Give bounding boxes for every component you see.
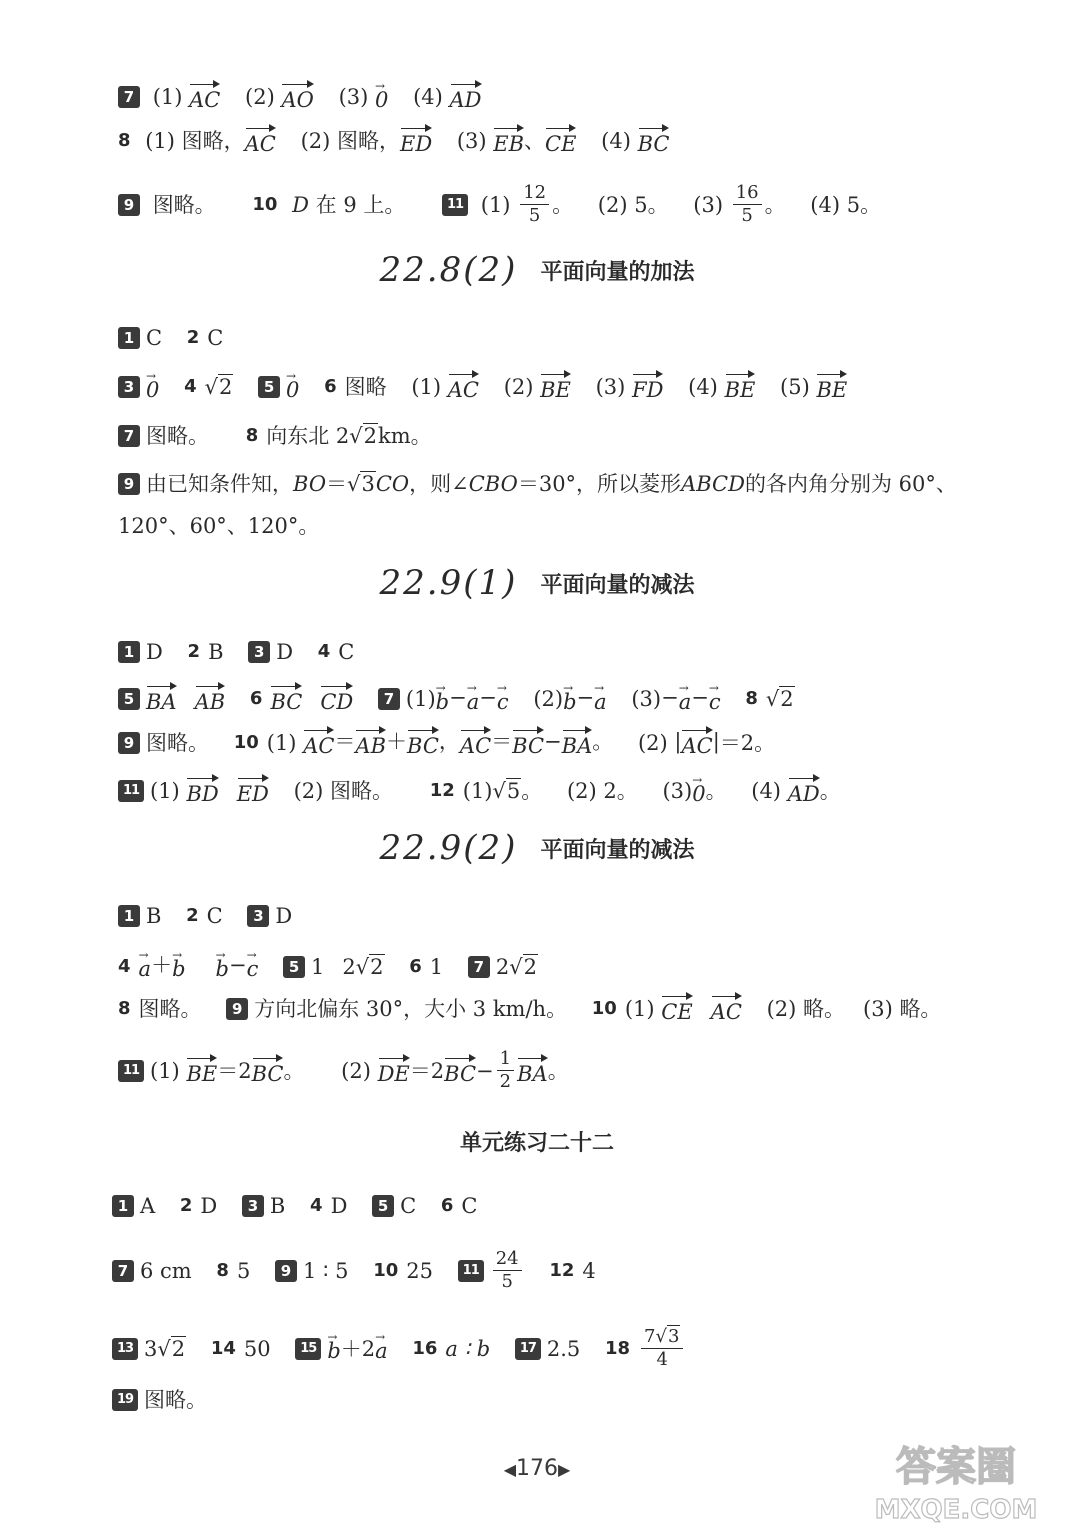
answer-text: 1 xyxy=(311,954,325,979)
vector: CE xyxy=(661,992,692,1026)
answer-text: 。 xyxy=(283,1058,305,1083)
vector: AD xyxy=(450,80,482,114)
vector: BD xyxy=(186,774,218,808)
answer-text: B xyxy=(269,1193,286,1218)
answer-line-7 xyxy=(118,468,957,498)
vector: CD xyxy=(320,682,353,716)
equals: ＝ xyxy=(326,471,348,496)
part-label: (2) xyxy=(533,687,564,711)
answer-line-4 xyxy=(118,322,223,352)
answer-line-9 xyxy=(118,636,354,666)
answer-text: 图略。 xyxy=(146,731,209,755)
answer-text: 方向北偏东 30°，大小 3 km/h。 xyxy=(254,997,568,1021)
answer-line-17 xyxy=(112,1190,477,1220)
watermark-url: MXQE.COM xyxy=(874,1495,1038,1525)
segment: BO xyxy=(293,471,327,496)
section-title: 平面向量的减法 xyxy=(540,837,695,863)
answer-line-5 xyxy=(118,370,847,404)
answer-text: 在 9 上。 xyxy=(315,192,406,217)
vector-symbol: → a xyxy=(139,950,152,983)
part-label: (1) xyxy=(411,375,442,399)
vector: AB xyxy=(195,682,226,716)
vector-symbol: → b xyxy=(563,683,576,716)
answer-text: D xyxy=(330,1193,348,1218)
part-label: (2) xyxy=(341,1058,371,1083)
sqrt: √2 xyxy=(765,687,794,711)
answer-text: 1 ∶ 5 xyxy=(303,1258,349,1283)
answer-line-16 xyxy=(118,1048,569,1093)
vector: BA xyxy=(146,682,177,716)
answer-text: 。 xyxy=(552,192,574,217)
answer-text: 。 xyxy=(547,1058,569,1083)
answer-text: ＝2。 xyxy=(719,731,776,755)
sqrt: √5 xyxy=(492,779,521,803)
fraction: $\frac{24}{5}$ xyxy=(493,1248,522,1293)
part-label: (1) xyxy=(152,85,183,109)
part-label: (1) xyxy=(150,1058,180,1083)
answer-text: D xyxy=(200,1193,218,1218)
q-number-badge: 9 xyxy=(118,194,140,216)
answer-text: C xyxy=(206,903,223,928)
q-number-badge: 5 xyxy=(118,688,140,710)
q-number-badge: 17 xyxy=(515,1338,541,1360)
q-number-badge: 19 xyxy=(112,1389,138,1411)
answer-line-3 xyxy=(118,182,881,227)
coefficient: 2 xyxy=(342,954,356,979)
fraction: $\frac{7√3}{4}$ xyxy=(641,1326,683,1371)
point-label: D xyxy=(292,192,309,217)
part-label: (5) xyxy=(780,375,810,399)
q-number-badge: 1 xyxy=(118,905,140,927)
answer-line-13 xyxy=(118,900,292,930)
part-label: (3) xyxy=(595,375,626,399)
vector: AC xyxy=(711,992,742,1026)
answer-text: ＝30°，所以菱形 xyxy=(517,471,682,496)
answer-text: ，则∠ xyxy=(409,471,469,496)
q-number: 2 xyxy=(186,904,199,926)
q-number-badge: 7 xyxy=(112,1260,134,1282)
q-number-badge: 13 xyxy=(112,1338,138,1360)
part-label: (1) xyxy=(266,731,297,755)
q-number: 4 xyxy=(184,376,197,397)
vector: BC xyxy=(444,1054,476,1088)
vector: BC xyxy=(512,726,544,760)
zero-vector: → 0 xyxy=(375,81,388,114)
q-number-badge: 3 xyxy=(118,376,140,398)
answer-text: 4 xyxy=(582,1258,596,1283)
q-number-badge: 11 xyxy=(118,1060,144,1082)
q-number: 8 xyxy=(118,998,131,1019)
vector: AC xyxy=(189,80,220,114)
q-number: 12 xyxy=(549,1259,575,1281)
answer-text: 图略。 xyxy=(138,997,202,1021)
coefficient: 3 xyxy=(144,1336,158,1361)
watermark-text: 答案圈 xyxy=(896,1444,1016,1490)
segment: CO xyxy=(375,471,410,496)
q-number: 2 xyxy=(179,1194,193,1216)
vector: BE xyxy=(186,1054,217,1088)
part-label: (1) xyxy=(624,997,655,1021)
vector: AC xyxy=(681,726,712,760)
q-number-badge: 9 xyxy=(118,473,140,495)
answer-text: ＋2 xyxy=(340,1336,376,1361)
answer-text: B xyxy=(208,639,224,664)
vector: AC xyxy=(448,370,479,404)
q-number: 6 xyxy=(409,955,422,977)
vector-symbol: → b xyxy=(172,950,185,983)
part-label: (1) xyxy=(150,779,180,803)
part-label: (3) xyxy=(693,192,724,217)
answer-text: D xyxy=(146,639,163,664)
answer-text: 图略 xyxy=(344,375,387,399)
q-number: 8 xyxy=(216,1259,229,1281)
vector: AO xyxy=(281,80,313,114)
part-label: (3) xyxy=(662,779,693,803)
answer-text: a ∶ b xyxy=(445,1336,491,1361)
answer-line-18 xyxy=(112,1248,596,1293)
coefficient: 2 xyxy=(495,954,510,979)
answer-text: (2) 2。 xyxy=(566,779,638,803)
vector: ED xyxy=(400,124,432,158)
section-number: 22.9(1) xyxy=(379,563,518,603)
part-label: (2) xyxy=(245,85,275,109)
vector-symbol: → a xyxy=(594,683,607,716)
part-label: (1) xyxy=(405,687,436,711)
section-heading xyxy=(0,250,1074,290)
sqrt: √2 xyxy=(349,423,378,448)
q-number: 10 xyxy=(591,998,617,1019)
q-number: 4 xyxy=(310,1194,323,1216)
q-number-badge: 7 xyxy=(118,86,140,108)
q-number: 16 xyxy=(412,1337,438,1359)
answer-text: (1) 图略， xyxy=(145,129,245,153)
answer-line-1 xyxy=(118,80,482,114)
answer-text: (2) 5。 xyxy=(597,192,669,217)
q-number: 8 xyxy=(745,688,758,709)
vector: ED xyxy=(237,774,269,808)
answer-line-12 xyxy=(118,774,841,808)
answer-text: 5 xyxy=(236,1258,251,1283)
answer-text: A xyxy=(140,1193,156,1218)
answer-text: 。 xyxy=(819,779,841,803)
answer-line-15 xyxy=(118,992,941,1026)
fraction: $\frac{12}{5}$ xyxy=(520,182,549,227)
vector: BA xyxy=(517,1054,548,1088)
page-number-text: 176 xyxy=(516,1456,558,1481)
section-title: 平面向量的减法 xyxy=(540,572,695,598)
sqrt: √2 xyxy=(355,954,384,979)
vector: AC xyxy=(245,124,276,158)
q-number: 12 xyxy=(429,780,455,801)
answer-text: C xyxy=(207,325,224,350)
left-triangle-icon: ◀ xyxy=(503,1460,516,1479)
answer-line-2 xyxy=(118,124,669,158)
answer-text: 120°、60°、120°。 xyxy=(118,513,320,538)
answer-text: 由已知条件知， xyxy=(146,471,293,496)
vector: FD xyxy=(632,370,663,404)
minus: − xyxy=(476,1058,494,1083)
part-label: (4) xyxy=(413,85,443,109)
vector-symbol: → b xyxy=(327,1332,340,1365)
q-number-badge: 9 xyxy=(275,1260,297,1282)
answer-text: C xyxy=(400,1193,417,1218)
answer-text: C xyxy=(461,1193,478,1218)
answer-text: (3) 略。 xyxy=(863,997,942,1021)
q-number: 18 xyxy=(604,1337,631,1359)
part-label: (3) xyxy=(338,85,369,109)
q-number-badge: 11 xyxy=(442,194,468,216)
zero-vector: → 0 xyxy=(146,371,159,404)
vector-symbol: → b xyxy=(216,950,229,983)
q-number-badge: 3 xyxy=(248,641,270,663)
q-number-badge: 9 xyxy=(118,732,140,754)
part-label: (2) xyxy=(503,375,534,399)
answer-text: D xyxy=(275,903,293,928)
sqrt: √2 xyxy=(157,1336,186,1361)
fraction: $\frac{1}{2}$ xyxy=(497,1048,514,1093)
vector: AC xyxy=(303,726,334,760)
zero-vector: → 0 xyxy=(286,371,299,404)
fraction: $\frac{16}{5}$ xyxy=(733,182,762,227)
q-number-badge: 3 xyxy=(242,1195,264,1217)
part-label: (3) xyxy=(631,687,662,711)
q-number: 10 xyxy=(373,1259,399,1281)
vector-symbol: → a xyxy=(467,683,480,716)
q-number-badge: 9 xyxy=(226,998,248,1020)
vector-symbol: → b xyxy=(436,683,449,716)
q-number-badge: 7 xyxy=(378,688,400,710)
vector: CE xyxy=(545,124,576,158)
answer-line-14: 4→ a＋→ b→ b−→ c 5 1 2√2 6 1 7 2√2 xyxy=(118,950,538,983)
q-number: 6 xyxy=(249,688,263,709)
answer-line-11: 9 图略。 10 (1) AC＝AB＋BC，AC＝BC−BA。 (2) |AC|＝2。 xyxy=(118,726,775,760)
section-title: 平面向量的加法 xyxy=(540,259,695,285)
answer-text: D xyxy=(276,639,294,664)
vector-symbol: → c xyxy=(497,683,509,716)
q-number-badge: 7 xyxy=(468,956,490,978)
answer-line-20 xyxy=(112,1384,207,1414)
vector: EB xyxy=(493,124,524,158)
answer-text: 2.5 xyxy=(546,1336,581,1361)
unit-title: 单元练习二十二 xyxy=(459,1131,614,1156)
part-label: (1) xyxy=(480,192,511,217)
vector: DE xyxy=(378,1054,410,1088)
q-number-badge: 5 xyxy=(283,956,305,978)
vector: AC xyxy=(460,726,491,760)
right-triangle-icon: ▶ xyxy=(558,1460,571,1479)
section-heading xyxy=(0,828,1074,868)
q-number: 6 xyxy=(324,376,337,397)
answer-line-6 xyxy=(118,420,432,450)
part-label: (2) xyxy=(637,731,668,755)
vector-symbol: → c xyxy=(247,950,259,983)
vector: BC xyxy=(407,726,439,760)
answer-text: (2) 略。 xyxy=(766,997,846,1021)
section-number: 22.9(2) xyxy=(379,828,518,868)
q-number-badge: 15 xyxy=(295,1338,321,1360)
q-number: 8 xyxy=(118,130,131,151)
vector: BE xyxy=(725,370,756,404)
q-number: 10 xyxy=(233,732,259,753)
answer-text: 6 cm xyxy=(140,1258,192,1283)
watermark-logo xyxy=(856,1430,1056,1530)
sqrt: √3 xyxy=(347,471,375,496)
q-number: 4 xyxy=(118,955,131,977)
sqrt: √2 xyxy=(204,375,233,399)
vector: BE xyxy=(540,370,571,404)
vector: BE xyxy=(816,370,847,404)
part-label: (4) xyxy=(688,375,718,399)
q-number-badge: 3 xyxy=(247,905,269,927)
vector-symbol: → a xyxy=(375,1332,388,1365)
q-number-badge: 1 xyxy=(118,327,140,349)
q-number: 10 xyxy=(252,193,278,215)
vector: BC xyxy=(638,124,670,158)
q-number: 2 xyxy=(186,326,200,348)
vector-symbol: → c xyxy=(709,683,721,716)
vector-symbol: → a xyxy=(679,683,692,716)
answer-text: 向东北 2 xyxy=(266,423,350,448)
part-label: (4) xyxy=(751,779,781,803)
q-number: 2 xyxy=(187,640,201,662)
shape-label: ABCD xyxy=(681,471,745,496)
q-number-badge: 5 xyxy=(258,376,280,398)
answer-text: 。 xyxy=(705,779,727,803)
vector: BC xyxy=(270,682,302,716)
separator: 、 xyxy=(524,129,546,153)
answer-text: 1 xyxy=(429,954,444,979)
answer-text: 。 xyxy=(764,192,786,217)
answer-text: (4) 5。 xyxy=(810,192,882,217)
equals: ＝2 xyxy=(217,1058,252,1083)
section-number: 22.8(2) xyxy=(379,250,518,290)
part-label: (1) xyxy=(462,779,493,803)
answer-text: 50 xyxy=(243,1336,271,1361)
answer-line-8 xyxy=(118,510,319,540)
equals: ＝2 xyxy=(409,1058,445,1083)
vector: AD xyxy=(788,774,820,808)
answer-text: 图略。 xyxy=(152,192,216,217)
q-number-badge: 5 xyxy=(372,1195,394,1217)
q-number-badge: 11 xyxy=(118,780,144,802)
q-number: 6 xyxy=(440,1194,454,1216)
answer-text: C xyxy=(338,639,355,664)
q-number-badge: 1 xyxy=(112,1195,134,1217)
q-number-badge: 1 xyxy=(118,641,140,663)
section-heading xyxy=(0,563,1074,603)
sqrt: √2 xyxy=(509,954,537,979)
vector: BA xyxy=(562,726,593,760)
answer-text: (2) 图略， xyxy=(300,129,400,153)
q-number-badge: 11 xyxy=(458,1260,484,1282)
part-label: (4) xyxy=(601,129,631,153)
answer-text: 的各内角分别为 60°、 xyxy=(744,471,957,496)
answer-line-19 xyxy=(112,1326,686,1371)
answer-text: (2) 图略。 xyxy=(293,779,393,803)
q-number: 14 xyxy=(210,1337,236,1359)
answer-text: 图略。 xyxy=(144,1387,207,1412)
answer-text: B xyxy=(146,903,162,928)
vector: AB xyxy=(355,726,386,760)
angle-label: CBO xyxy=(468,471,518,496)
q-number: 8 xyxy=(245,424,259,446)
answer-line-10: 5 BA AB 6 BC CD 7 (1)→ b−→ a−→ c (2)→ b−→ a (3)−→ a−→ c 8 √2 xyxy=(118,682,795,716)
q-number: 4 xyxy=(317,640,331,662)
zero-vector: → 0 xyxy=(692,775,705,808)
q-number-badge: 7 xyxy=(118,425,140,447)
part-label: (3) xyxy=(456,129,487,153)
vector: BC xyxy=(252,1054,284,1088)
answer-text: km。 xyxy=(378,423,432,448)
answer-text: 。 xyxy=(521,779,543,803)
answer-text: 25 xyxy=(406,1258,434,1283)
answer-text: 图略。 xyxy=(146,423,209,448)
answer-text: C xyxy=(146,325,163,350)
